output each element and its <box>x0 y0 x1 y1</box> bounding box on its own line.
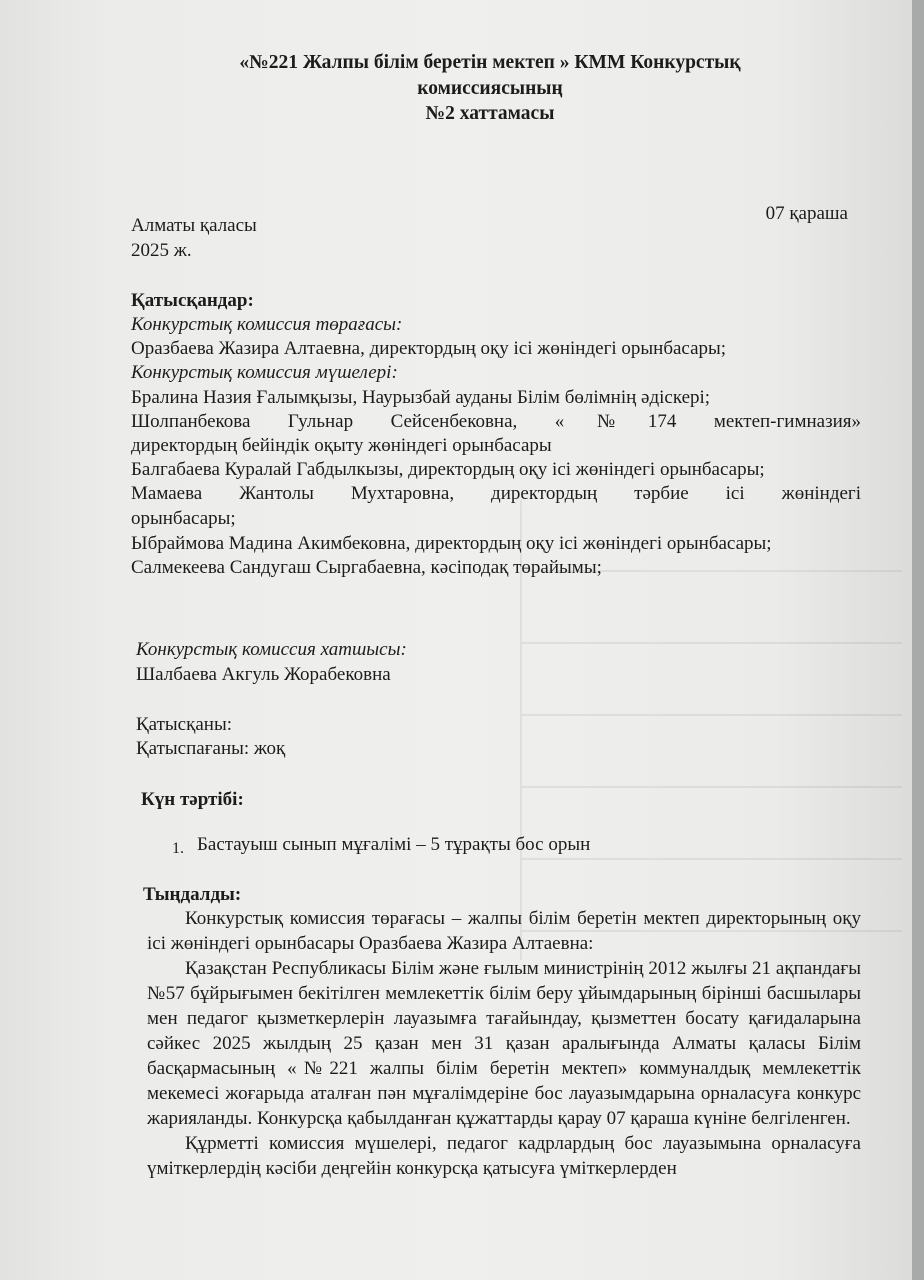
absent-label: Қатыспағаны: жоқ <box>136 738 286 759</box>
member-2-line1: Шолпанбекова Гульнар Сейсенбековна, «№174 мектеп-гимназия» <box>131 411 861 432</box>
year: 2025 ж. <box>131 240 192 261</box>
heard-paragraph-3: Құрметті комиссия мүшелері, педагог кадрлардың бос лауазымына орналасуға үміткерлердің кәсіби деңгейін конкурсқа қатысуға үміткерлерден <box>147 1133 861 1179</box>
city: Алматы қаласы <box>131 215 257 236</box>
agenda-heading: Күн тәртібі: <box>141 789 244 810</box>
heard-heading: Тыңдалды: <box>143 884 242 905</box>
document-title-line3: №2 хаттамасы <box>425 103 555 124</box>
member-5: Ыбраймова Мадина Акимбековна, директордың оқу ісі жөніндегі орынбасары; <box>131 533 772 554</box>
member-4-line1: Мамаева Жантолы Мухтаровна, директордың тәрбие ісі жөніндегі <box>131 483 861 504</box>
agenda-item-text: Бастауыш сынып мұғалімі – 5 тұрақты бос орын <box>197 834 591 855</box>
background-edge <box>912 0 924 1280</box>
chair-label: Конкурстық комиссия төрағасы: <box>131 314 403 335</box>
agenda-item-number: 1. <box>172 840 184 857</box>
member-1: Бралина Назия Ғалымқызы, Наурызбай ауданы Білім бөлімнің әдіскері; <box>131 387 711 408</box>
member-2-line2: директордың бейіндік оқыту жөніндегі орынбасары <box>131 435 552 456</box>
heard-paragraph-2: Қазақстан Республикасы Білім және ғылым министрінің 2012 жылғы 21 ақпандағы №57 бұйрығымен бекітілген мемлекеттік білім беру ұйымдарының бірінші басшылары мен педагог қызметкерлерін лауазымға тағайындау, қызметтен босату қағидаларына сәйкес 2025 жылдың 25 қазан мен 31 қазан аралығында Алматы қаласы Білім басқармасының «№221 жалпы білім беретін мектеп» коммуналдық мемлекеттік мекемесі жоғарыда аталған пән мұғалімдеріне бос лауазымдарына орналасуға конкурс жарияланды. Конкурсқа қабылданған құжаттарды қарау 07 қараша күніне белгіленген. <box>147 958 861 1129</box>
chair-name: Оразбаева Жазира Алтаевна, директордың оқу ісі жөніндегі орынбасары; <box>131 338 727 359</box>
heard-paragraph-1: Конкурстық комиссия төрағасы – жалпы білім беретін мектеп директорының оқу ісі жөніндегі орынбасары Оразбаева Жазира Алтаевна: <box>147 908 861 954</box>
attended-label: Қатысқаны: <box>136 714 232 735</box>
document-title-line1: «№221 Жалпы білім беретін мектеп » КММ Конкурстық <box>239 52 741 73</box>
members-label: Конкурстық комиссия мүшелері: <box>131 362 398 383</box>
document-title-line2: комиссиясының <box>417 78 563 99</box>
participants-heading: Қатысқандар: <box>131 290 254 311</box>
heard-body <box>147 906 861 1181</box>
secretary-name: Шалбаева Акгуль Жорабековна <box>136 664 391 685</box>
secretary-label: Конкурстық комиссия хатшысы: <box>136 639 407 660</box>
member-6: Салмекеева Сандугаш Сыргабаевна, кәсіподақ төрайымы; <box>131 557 602 578</box>
date: 07 қараша <box>765 203 848 224</box>
member-3: Балгабаева Куралай Габдылкызы, директордың оқу ісі жөніндегі орынбасары; <box>131 459 765 480</box>
member-4-line2: орынбасары; <box>131 508 236 529</box>
